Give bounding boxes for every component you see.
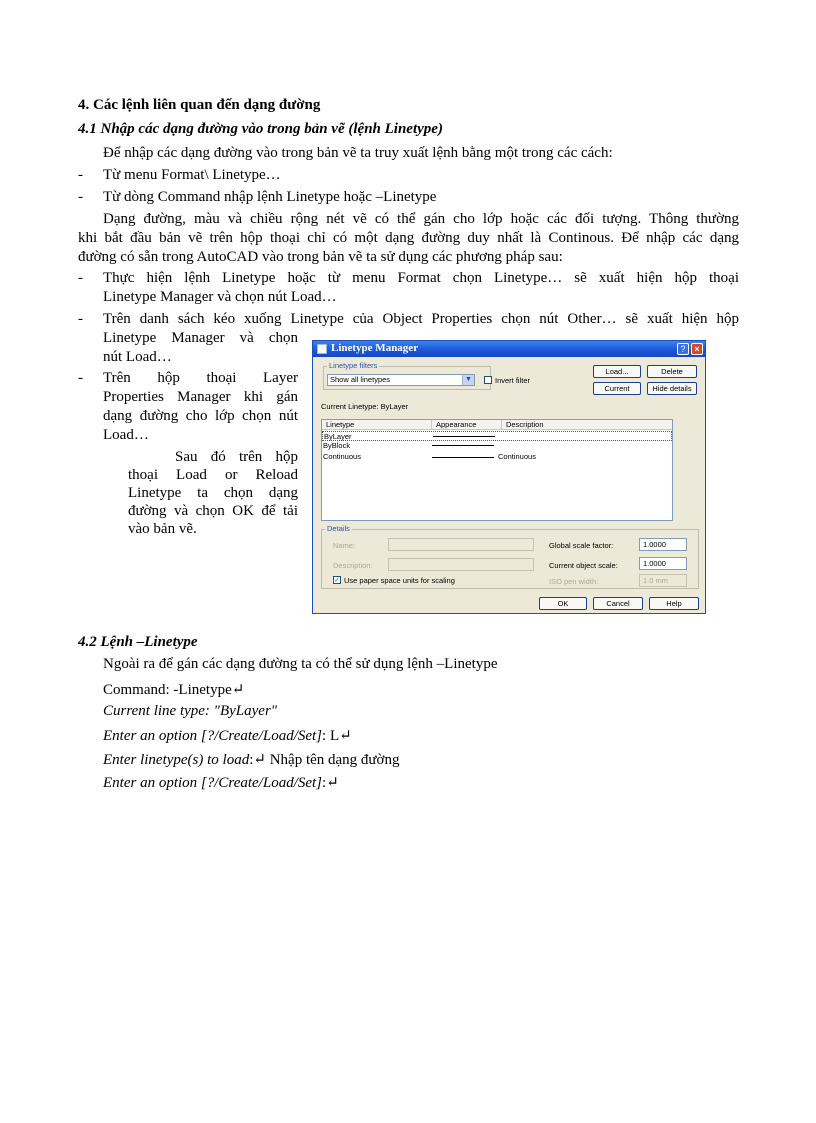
column-header-linetype[interactable]: Linetype: [322, 420, 432, 430]
table-row[interactable]: [322, 431, 672, 441]
object-scale-input[interactable]: 1.0000: [639, 557, 687, 570]
after-line: thoại Load or Reload: [128, 467, 298, 483]
bullet-line: Linetype Manager và chọn nút Load…: [103, 289, 337, 305]
column-header-appearance[interactable]: Appearance: [432, 420, 502, 430]
column-header-description[interactable]: Description: [502, 420, 672, 430]
current-button[interactable]: Current: [593, 382, 641, 395]
hide-details-button[interactable]: Hide details: [647, 382, 697, 395]
bullet-dash: -: [78, 311, 83, 327]
command-prompt: Enter an option [?/Create/Load/Set]: [103, 728, 323, 744]
bullet-line: Properties Manager khi gán: [103, 389, 298, 405]
description-label: Description:: [333, 561, 373, 570]
bullet-command-line: Từ dòng Command nhập lệnh Linetype hoặc –Linetype: [103, 189, 437, 205]
linetype-manager-dialog: [312, 340, 706, 614]
bullet-line: Load…: [103, 427, 149, 443]
after-line: đường và chọn OK để tải: [128, 503, 298, 519]
ok-button[interactable]: OK: [539, 597, 587, 610]
table-row[interactable]: [322, 452, 672, 462]
dialog-titlebar: [313, 341, 705, 357]
help-button[interactable]: Help: [649, 597, 699, 610]
section-heading: 4. Các lệnh liên quan đến dạng đường: [78, 97, 321, 113]
filter-value: Show all linetypes: [330, 375, 391, 384]
command-input: : L↵: [322, 728, 352, 744]
linetype-preview: [433, 436, 495, 437]
current-linetype-label: Current Linetype: ByLayer: [321, 402, 409, 411]
paper-space-label: Use paper space units for scaling: [344, 576, 455, 585]
paragraph-line: đường có sẵn trong AutoCAD vào trong bản vẽ ta sử dụng các phương pháp sau:: [78, 249, 563, 265]
bullet-line: dạng đường cho lớp chọn nút: [103, 408, 298, 424]
command-line: [103, 726, 352, 745]
object-scale-label: Current object scale:: [549, 561, 618, 570]
global-scale-label: Global scale factor:: [549, 541, 614, 550]
name-label: Name:: [333, 541, 356, 550]
bullet-line: nút Load…: [103, 349, 172, 365]
linetype-list[interactable]: [321, 419, 673, 521]
command-prompt: Enter an option [?/Create/Load/Set]: [103, 775, 323, 791]
bullet-line: Trên danh sách kéo xuống Linetype của Object Properties chọn nút Other… sẽ xuất hiện hộp: [103, 311, 739, 327]
details-label: Details: [327, 524, 350, 533]
after-line: vào bản vẽ.: [128, 521, 197, 537]
load-button[interactable]: Load...: [593, 365, 641, 378]
intro-text: Để nhập các dạng đường vào trong bản vẽ ta truy xuất lệnh bằng một trong các cách:: [103, 145, 613, 161]
delete-button[interactable]: Delete: [647, 365, 697, 378]
linetype-name: Continuous: [323, 452, 361, 461]
command-line: [103, 750, 400, 769]
name-field[interactable]: [388, 538, 534, 551]
iso-pen-label: ISO pen width:: [549, 577, 599, 586]
command-input: :↵: [322, 775, 339, 791]
chevron-down-icon: ▼: [462, 375, 474, 385]
linetype-filter-select[interactable]: [327, 374, 475, 386]
linetype-preview: [432, 457, 494, 458]
command-line: Current line type: "ByLayer": [103, 703, 278, 719]
command-input: :↵ Nhập tên dạng đường: [249, 752, 400, 768]
after-line: Linetype ta chọn dạng: [128, 485, 298, 501]
dialog-title: Linetype Manager: [331, 342, 419, 354]
subsection-title-4-2: 4.2 Lệnh –Linetype: [78, 634, 198, 650]
bullet-line: Thực hiện lệnh Linetype hoặc từ menu Format chọn Linetype… sẽ xuất hiện hộp thoại: [103, 270, 739, 286]
linetype-name: ByBlock: [323, 441, 351, 450]
bullet-line: Trên hộp thoại Layer: [103, 370, 298, 386]
table-row[interactable]: [322, 441, 672, 451]
command-line: [103, 773, 339, 792]
command-line: Command: -Linetype↵: [103, 682, 245, 698]
autocad-app-icon: [317, 344, 327, 354]
paper-space-checkbox[interactable]: ✓: [334, 577, 340, 584]
iso-pen-select[interactable]: [639, 574, 687, 587]
linetype-preview: [432, 445, 494, 446]
filters-label: Linetype filters: [329, 361, 378, 370]
bullet-dash: -: [78, 270, 83, 286]
bullet-dash: -: [78, 370, 83, 386]
cancel-button[interactable]: Cancel: [593, 597, 643, 610]
section2-intro: Ngoài ra để gán các dạng đường ta có thể sử dụng lệnh –Linetype: [103, 656, 498, 672]
linetype-description: Continuous: [498, 452, 536, 461]
bullet-dash: -: [78, 167, 83, 183]
after-line: Sau đó trên hộp: [175, 449, 298, 465]
iso-pen-value: 1.0 mm: [643, 576, 669, 585]
bullet-dash: -: [78, 189, 83, 205]
description-field[interactable]: [388, 558, 534, 571]
command-prompt: Enter linetype(s) to load: [103, 752, 250, 768]
bullet-format-menu: Từ menu Format\ Linetype…: [103, 167, 281, 183]
bullet-line: Linetype Manager và chọn: [103, 330, 298, 346]
paragraph-line: Dạng đường, màu và chiều rộng nét vẽ có thể gán cho lớp hoặc các đối tượng. Thông thường: [103, 211, 739, 227]
subsection-title-4-1: 4.1 Nhập các dạng đường vào trong bản vẽ (lệnh Linetype): [78, 121, 443, 137]
linetype-name: ByLayer: [324, 432, 352, 441]
global-scale-input[interactable]: 1.0000: [639, 538, 687, 551]
question-icon[interactable]: ?: [677, 343, 689, 355]
close-icon[interactable]: ×: [691, 343, 703, 355]
invert-filter-label: Invert filter: [495, 376, 531, 385]
paragraph-line: khi bắt đầu bản vẽ trên hộp thoại chỉ có một dạng đường duy nhất là Continous. Để nhập các dạng: [78, 230, 739, 246]
invert-filter-checkbox[interactable]: [484, 376, 492, 384]
